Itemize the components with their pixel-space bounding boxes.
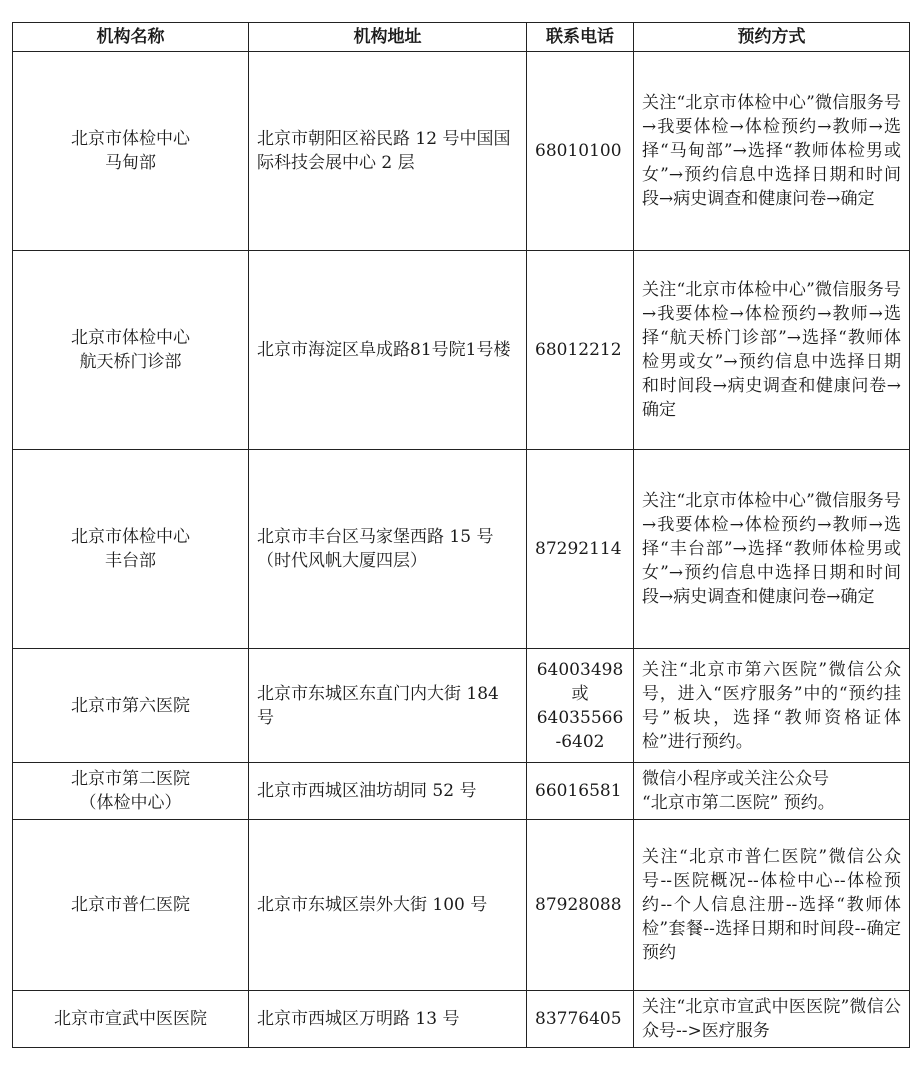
institution-name: [13, 991, 249, 1048]
table-row: [13, 52, 910, 251]
booking-method: [634, 763, 910, 820]
booking-method: 关注“北京市体检中心”微信服务号→我要体检→体检预约→教师→选择“马甸部”→选择“教师体检男或女”→预约信息中选择日期和时间段→病史调查和健康问卷→确定: [634, 52, 910, 251]
name-line: 北京市体检中心: [71, 527, 190, 547]
institution-address: 北京市西城区油坊胡同 52 号: [249, 763, 527, 820]
institution-name: [13, 251, 249, 450]
institution-phone: 87928088: [527, 820, 634, 991]
table-row: [13, 649, 910, 763]
institution-name: [13, 820, 249, 991]
booking-method: 关注“北京市普仁医院”微信公众号--医院概况--体检中心--体检预约--个人信息注册--选择“教师体检”套餐--选择日期和时间段--确定预约: [634, 820, 910, 991]
booking-method: 关注“北京市体检中心”微信服务号→我要体检→体检预约→教师→选择“丰台部”→选择“教师体检男或女”→预约信息中选择日期和时间段→病史调查和健康问卷→确定: [634, 450, 910, 649]
table-row: [13, 763, 910, 820]
method-line: “北京市第二医院” 预约。: [642, 793, 835, 813]
header-method: 预约方式: [634, 23, 910, 52]
name-line: 马甸部: [105, 153, 156, 173]
institution-phone: 68010100: [527, 52, 634, 251]
name-line: 北京市体检中心: [71, 129, 190, 149]
booking-method: 关注“北京市第六医院”微信公众号，进入“医疗服务”中的“预约挂号”板块，选择“教师资格证体检”进行预约。: [634, 649, 910, 763]
booking-method: 关注“北京市体检中心”微信服务号→我要体检→体检预约→教师→选择“航天桥门诊部”→选择“教师体检男或女”→预约信息中选择日期和时间段→病史调查和健康问卷→确定: [634, 251, 910, 450]
header-row: [13, 23, 910, 52]
institution-address: 北京市西城区万明路 13 号: [249, 991, 527, 1048]
institution-name: [13, 763, 249, 820]
header-address: 机构地址: [249, 23, 527, 52]
institution-address: 北京市东城区崇外大街 100 号: [249, 820, 527, 991]
booking-method: 关注“北京市宣武中医医院”微信公众号-->医疗服务: [634, 991, 910, 1048]
name-line: 北京市宣武中医医院: [54, 1009, 207, 1029]
institution-phone: 83776405: [527, 991, 634, 1048]
institution-phone: 66016581: [527, 763, 634, 820]
header-phone: 联系电话: [527, 23, 634, 52]
institution-address: 北京市丰台区马家堡西路 15 号（时代风帆大厦四层）: [249, 450, 527, 649]
table-row: [13, 820, 910, 991]
table-row: [13, 450, 910, 649]
institution-address: 北京市海淀区阜成路81号院1号楼: [249, 251, 527, 450]
institution-name: [13, 450, 249, 649]
phone-line: 64035566: [536, 707, 624, 728]
name-line: 北京市普仁医院: [71, 895, 190, 915]
institution-name: [13, 649, 249, 763]
institution-address: 北京市朝阳区裕民路 12 号中国国际科技会展中心 2 层: [249, 52, 527, 251]
phone-line: 64003498: [536, 659, 624, 680]
header-name: 机构名称: [13, 23, 249, 52]
institution-phone: 68012212: [527, 251, 634, 450]
institution-phone: 87292114: [527, 450, 634, 649]
institution-address: 北京市东城区东直门内大街 184 号: [249, 649, 527, 763]
institution-table: [12, 22, 910, 1048]
name-line: （体检中心）: [79, 793, 182, 813]
phone-line: -6402: [555, 731, 605, 752]
name-line: 北京市体检中心: [71, 328, 190, 348]
table-row: [13, 991, 910, 1048]
table-row: [13, 251, 910, 450]
name-line: 航天桥门诊部: [79, 352, 182, 372]
institution-phone: [527, 649, 634, 763]
name-line: 北京市第六医院: [71, 695, 190, 716]
name-line: 丰台部: [105, 551, 156, 571]
phone-line: 或: [571, 683, 589, 704]
name-line: 北京市第二医院: [71, 769, 190, 789]
method-line: 微信小程序或关注公众号: [642, 769, 829, 789]
institution-name: [13, 52, 249, 251]
